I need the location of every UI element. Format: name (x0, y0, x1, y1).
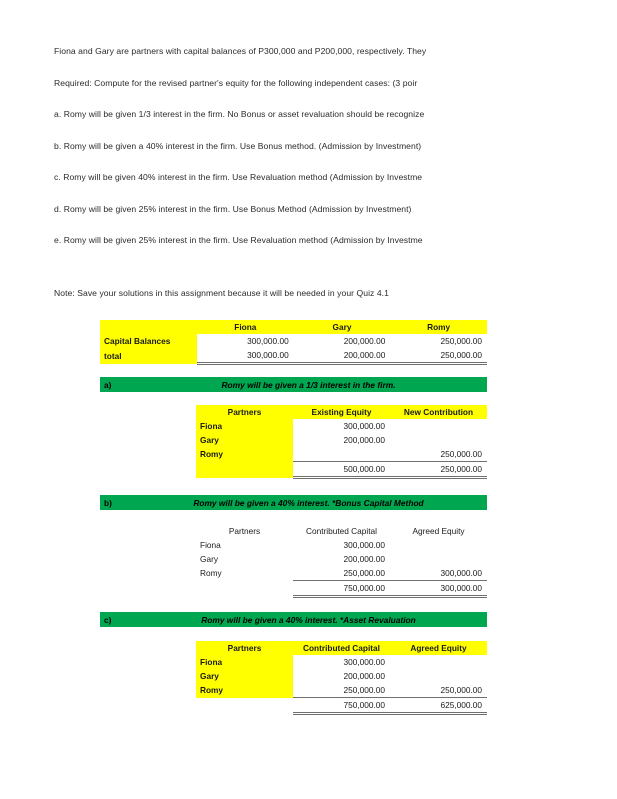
cell-gary-balance: 200,000.00 (343, 336, 386, 346)
cell-agreed-equity: 300,000.00 (440, 568, 482, 578)
section-tag-c: c) (104, 614, 112, 625)
paragraph-case-a: a. Romy will be given 1/3 interest in the firm. No Bonus or asset revaluation should be recognize (54, 109, 425, 119)
cell-fiona-total: 300,000.00 (197, 348, 294, 364)
cell-total-label (196, 698, 293, 714)
cell-total-label (196, 581, 293, 597)
header-cell-romy: Romy (390, 320, 487, 334)
section-banner-b (100, 495, 487, 510)
header-cell-gary: Gary (294, 320, 391, 334)
header-cell-contributed-capital: Contributed Capital (293, 641, 390, 655)
table-header-row (196, 524, 487, 538)
cell-total-agreed-equity: 625,000.00 (390, 698, 487, 714)
table-row (196, 655, 487, 669)
header-cell-agreed-equity: Agreed Equity (390, 641, 487, 655)
table-row (196, 419, 487, 433)
paragraph-case-c: c. Romy will be given 40% interest in the firm. Use Revaluation method (Admission by Investme (54, 172, 423, 182)
problem-statement (54, 46, 498, 267)
table-row (100, 334, 487, 348)
cell-partner-name: Gary (196, 433, 293, 447)
cell-contributed-capital: 250,000.00 (343, 568, 385, 578)
cell-partner-name: Romy (196, 683, 293, 698)
cell-new-contribution: 250,000.00 (440, 449, 482, 459)
section-c-table (196, 641, 487, 715)
table-header-row (100, 320, 487, 334)
cell-fiona-balance: 300,000.00 (247, 336, 289, 346)
header-cell-existing-equity: Existing Equity (293, 405, 390, 419)
header-cell-blank (100, 320, 197, 334)
section-banner-a (100, 377, 487, 392)
table-total-row (196, 581, 487, 597)
header-cell-fiona: Fiona (197, 320, 294, 334)
cell-contributed-capital: 200,000.00 (343, 554, 385, 564)
cell-partner-name: Fiona (200, 540, 221, 550)
section-tag-a: a) (104, 379, 112, 390)
cell-agreed-equity (390, 552, 487, 566)
cell-contributed-capital: 250,000.00 (343, 685, 385, 695)
paragraph-case-b: b. Romy will be given a 40% interest in the firm. Use Bonus method. (Admission by Investment) (54, 140, 422, 151)
header-cell-partners: Partners (196, 641, 293, 655)
table-row (196, 566, 487, 581)
row-label-capital-balances: Capital Balances (100, 334, 197, 348)
section-caption-c: Romy will be given a 40% interest. *Asset Revaluation (201, 614, 416, 625)
table-header-row (196, 641, 487, 655)
paragraph-required: Required: Compute for the revised partner's equity for the following independent cases: (3 poir (54, 77, 418, 88)
table-total-row (196, 462, 487, 478)
cell-agreed-equity (390, 538, 487, 552)
table-row (196, 538, 487, 552)
cell-new-contribution (390, 433, 487, 447)
cell-partner-name: Gary (196, 669, 293, 683)
header-cell-new-contribution: New Contribution (390, 405, 487, 419)
cell-new-contribution (390, 419, 487, 433)
cell-agreed-equity: 250,000.00 (440, 685, 482, 695)
cell-contributed-capital: 300,000.00 (343, 657, 385, 667)
cell-partner-name: Romy (196, 447, 293, 462)
table-row (196, 433, 487, 447)
cell-gary-total: 200,000.00 (294, 348, 391, 364)
cell-total-agreed-equity: 300,000.00 (390, 581, 487, 597)
header-cell-partners: Partners (228, 526, 261, 536)
cell-existing-equity: 200,000.00 (343, 435, 385, 445)
cell-partner-name: Fiona (196, 419, 293, 433)
table-total-row (196, 698, 487, 714)
section-b-table (196, 524, 487, 598)
table-row (196, 683, 487, 698)
paragraph-case-d: d. Romy will be given 25% interest in the firm. Use Bonus Method (Admission by Investment) (54, 203, 412, 214)
cell-total-existing-equity: 500,000.00 (293, 462, 390, 478)
cell-partner-name: Romy (200, 568, 222, 579)
cell-contributed-capital: 200,000.00 (343, 671, 385, 681)
paragraph-intro: Fiona and Gary are partners with capital balances of P300,000 and P200,000, respectively. They (54, 46, 427, 56)
header-cell-contributed-capital: Contributed Capital (305, 526, 378, 536)
cell-total-new-contribution: 250,000.00 (390, 462, 487, 478)
row-label-total: total (100, 348, 197, 364)
section-tag-b: b) (104, 497, 112, 508)
cell-agreed-equity (390, 655, 487, 669)
cell-partner-name: Gary (200, 554, 218, 564)
table-row (196, 552, 487, 566)
note-text: Note: Save your solutions in this assignment because it will be needed in your Quiz 4.1 (54, 288, 389, 298)
cell-existing-equity: 300,000.00 (343, 421, 385, 431)
capital-balances-table (100, 320, 487, 365)
header-cell-partners: Partners (196, 405, 293, 419)
table-row (196, 447, 487, 462)
section-caption-a: Romy will be given a 1/3 interest in the firm. (221, 379, 396, 390)
cell-romy-total: 250,000.00 (390, 348, 487, 364)
cell-total-label (196, 462, 293, 478)
section-caption-b: Romy will be given a 40% interest. *Bonus Capital Method (193, 497, 424, 508)
section-a-table (196, 405, 487, 479)
cell-total-contributed-capital: 750,000.00 (293, 698, 390, 714)
table-row (196, 669, 487, 683)
cell-partner-name: Fiona (196, 655, 293, 669)
table-header-row (196, 405, 487, 419)
table-total-row (100, 348, 487, 364)
section-banner-c (100, 612, 487, 627)
cell-agreed-equity (390, 669, 487, 683)
cell-romy-balance: 250,000.00 (440, 336, 482, 346)
cell-existing-equity (293, 447, 390, 462)
header-cell-agreed-equity: Agreed Equity (412, 526, 465, 536)
cell-total-contributed-capital: 750,000.00 (293, 581, 390, 597)
cell-contributed-capital: 300,000.00 (343, 540, 385, 550)
paragraph-case-e: e. Romy will be given 25% interest in the firm. Use Revaluation method (Admission by Investme (54, 235, 423, 245)
